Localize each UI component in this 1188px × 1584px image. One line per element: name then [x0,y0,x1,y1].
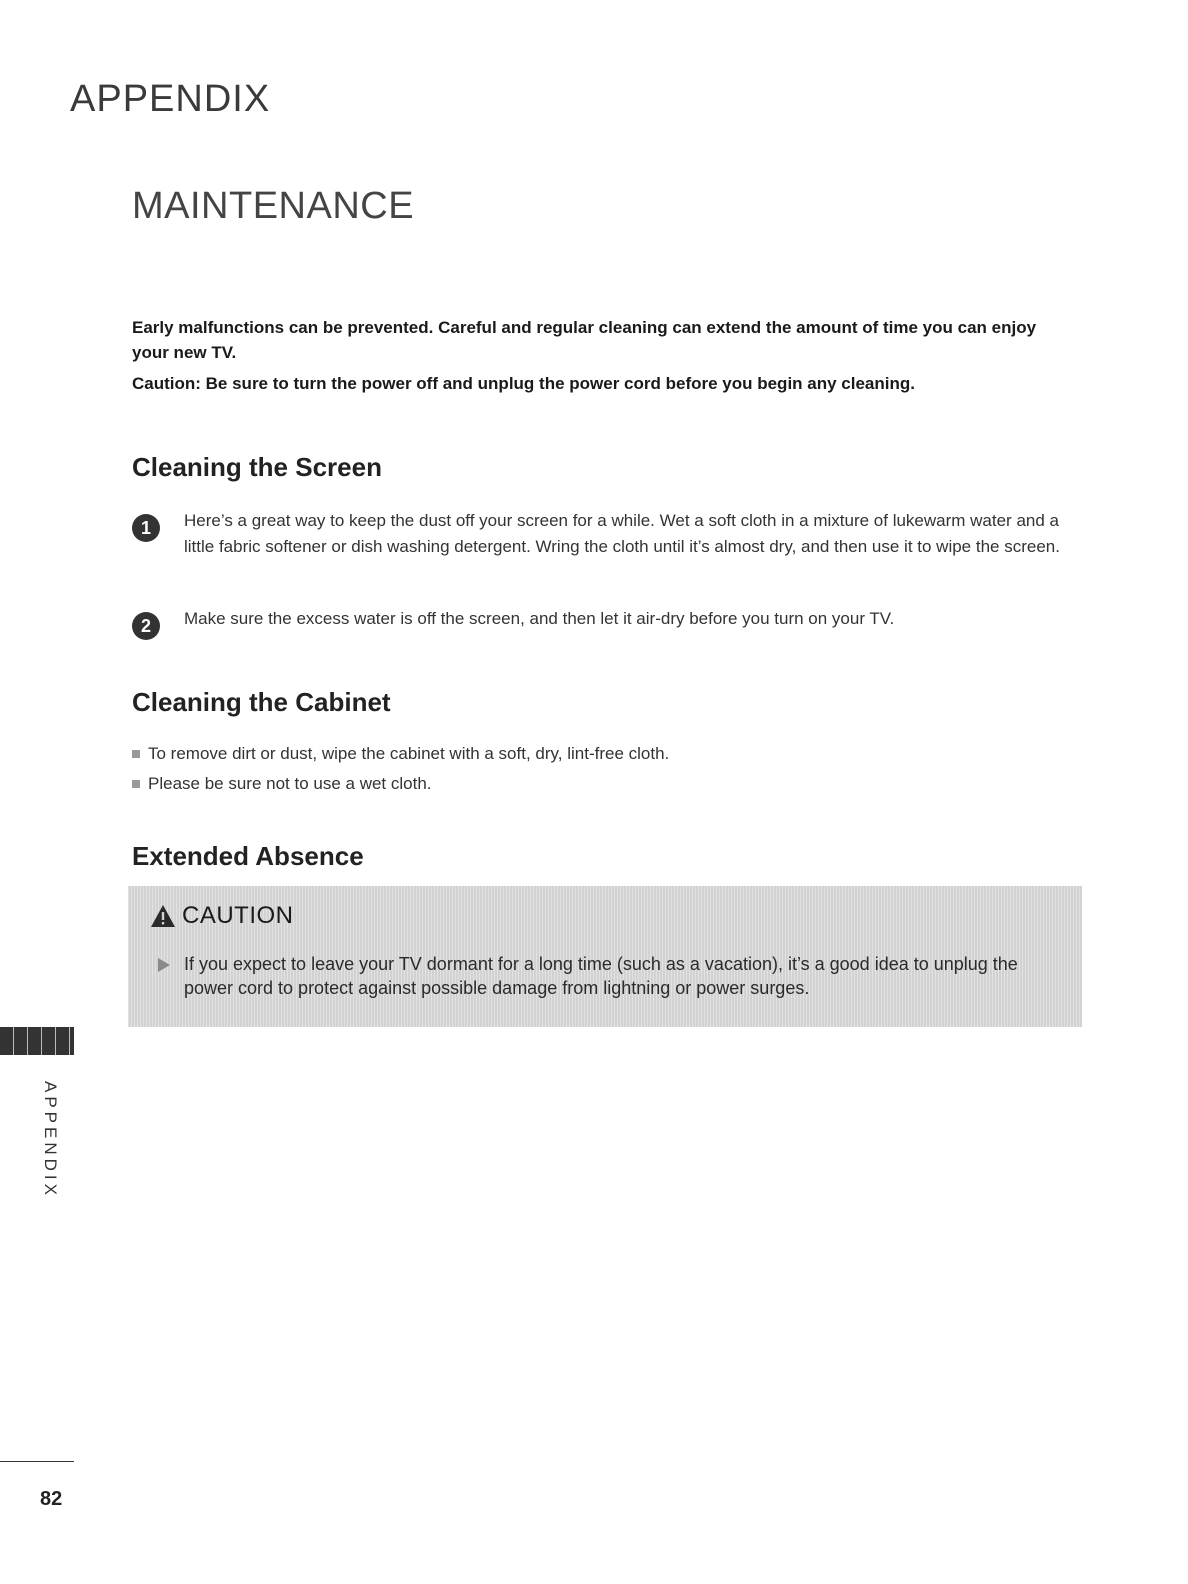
bullet-text: Please be sure not to use a wet cloth. [148,774,432,793]
cleaning-screen-heading: Cleaning the Screen [132,452,382,482]
page-number: 82 [40,1488,63,1510]
caution-text: If you expect to leave your TV dormant for a long time (such as a vacation), it’s a good idea to unplug the power cord to protect against possible damage from lightning or power surges. [184,954,1018,998]
sidebar-tab-bar [0,1027,74,1055]
square-bullet-icon [132,780,140,788]
caution-header [150,902,294,930]
caution-box [128,886,1082,1027]
bullet-text: To remove dirt or dust, wipe the cabinet with a soft, dry, lint-free cloth. [148,744,670,763]
caution-body [158,952,1058,1000]
step-text: Make sure the excess water is off the screen, and then let it air-dry before you turn on your TV. [184,609,895,628]
warning-triangle-icon [150,904,176,928]
cleaning-cabinet-heading: Cleaning the Cabinet [132,687,391,717]
intro-caution: Caution: Be sure to turn the power off and unplug the power cord before you begin any cleaning. [132,374,915,393]
step-number-badge: 1 [132,514,160,542]
footer-divider [0,1461,74,1462]
cabinet-bullet-list [132,739,669,799]
section-header: APPENDIX [70,78,271,120]
step-item [132,606,1077,640]
arrow-right-icon [158,958,170,972]
step-item [132,508,1077,560]
step-number-badge: 2 [132,612,160,640]
caution-title: CAUTION [182,902,294,929]
intro-text [132,315,1072,402]
square-bullet-icon [132,750,140,758]
step-text: Here’s a great way to keep the dust off your screen for a while. Wet a soft cloth in a mixture of lukewarm water and a little fabric softener or dish washing detergent. Wring the cloth until it’s almost dry, and then use it to wipe the screen. [184,511,1060,556]
intro-paragraph: Early malfunctions can be prevented. Careful and regular cleaning can extend the amount of time you can enjoy your new TV. [132,318,1037,362]
sidebar-label: APPENDIX [41,1081,60,1199]
list-item [132,769,669,799]
list-item [132,739,669,769]
extended-absence-heading: Extended Absence [132,841,364,871]
page-title: MAINTENANCE [132,185,415,227]
